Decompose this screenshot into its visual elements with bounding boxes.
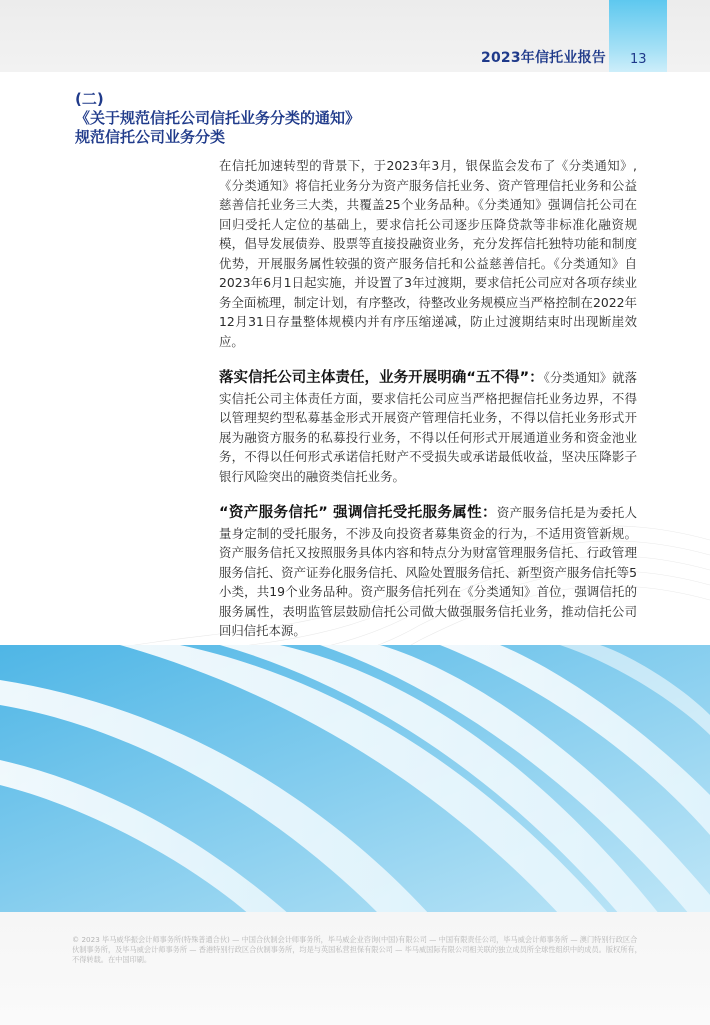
paragraph-2 (219, 368, 637, 486)
report-title: 2023年信托业报告 (481, 50, 606, 66)
paragraph-1: 在信托加速转型的背景下，于2023年3月，银保监会发布了《分类通知》,《分类通知》将信托业务分为资产服务信托业务、资产管理信托业务和公益慈善信托业务三大类，共覆盖25个业务品种。《分类通知》强调信托公司在回归受托人定位的基础上，要求信托公司逐步压降贷款等非标准化融资规模，倡导发展债券、股票等直接投融资业务，充分发挥信托独特功能和制度优势，开展服务属性较强的资产服务信托和公益慈善信托。《分类通知》自2023年6月1日起实施，并设置了3年过渡期，要求信托公司应对各项存续业务全面梳理，制定计划，有序整改，待整改业务规模应当严格控制在2022年12月31日存量整体规模内并有序压缩递减，防止过渡期结束时出现断崖效应。 (219, 158, 637, 349)
section-title-line1: 《关于规范信托公司信托业务分类的通知》 (75, 109, 361, 127)
wave-graphic (0, 645, 710, 915)
copyright-note: © 2023 毕马威华振会计师事务所(特殊普通合伙) — 中国合伙制会计师事务所，毕马威企业咨询(中国)有限公司 — 中国有限责任公司，毕马威会计师事务所 — 澳门特别行政区合伙制事务所，及毕马威会计师事务所 — 香港特别行政区合伙制事务所，均是与英国私营担保有限公司 — 毕马威国际有限公司相关联的独立成员所全球性组织中的成员。版权所有，不得转载。在中国印刷。 (72, 935, 642, 964)
footer-background (0, 912, 710, 1025)
section-heading (75, 90, 535, 147)
body-text (219, 156, 637, 658)
paragraph-3-lead: “资产服务信托” 强调信托受托服务属性： (219, 505, 497, 521)
page-number: 13 (630, 52, 647, 67)
paragraph-2-lead: 落实信托公司主体责任，业务开展明确“五不得”： (219, 370, 544, 386)
paragraph-2-body: 《分类通知》就落实信托公司主体责任方面，要求信托公司应当严格把握信托业务边界，不得以管理契约型私募基金形式开展资产管理信托业务，不得以信托业务形式开展为融资方服务的私募投行业务，不得以任何形式开展通道业务和资金池业务，不得以任何形式承诺信托财产不受损失或承诺最低收益，坚决压降影子银行风险突出的融资类信托业务。 (219, 370, 637, 484)
paragraph-3 (219, 503, 637, 641)
section-title-line2: 规范信托公司业务分类 (75, 128, 226, 146)
paragraph-3-body: 资产服务信托是为委托人量身定制的受托服务，不涉及向投资者募集资金的行为，不适用资管新规。资产服务信托又按照服务具体内容和特点分为财富管理服务信托、行政管理服务信托、资产证券化服务信托、风险处置服务信托、新型资产服务信托等5小类，共19个业务品种。资产服务信托列在《分类通知》首位，强调信托的服务属性，表明监管层鼓励信托公司做大做强服务信托业务，推动信托公司回归信托本源。 (219, 505, 637, 638)
section-number: (二) (75, 90, 104, 108)
